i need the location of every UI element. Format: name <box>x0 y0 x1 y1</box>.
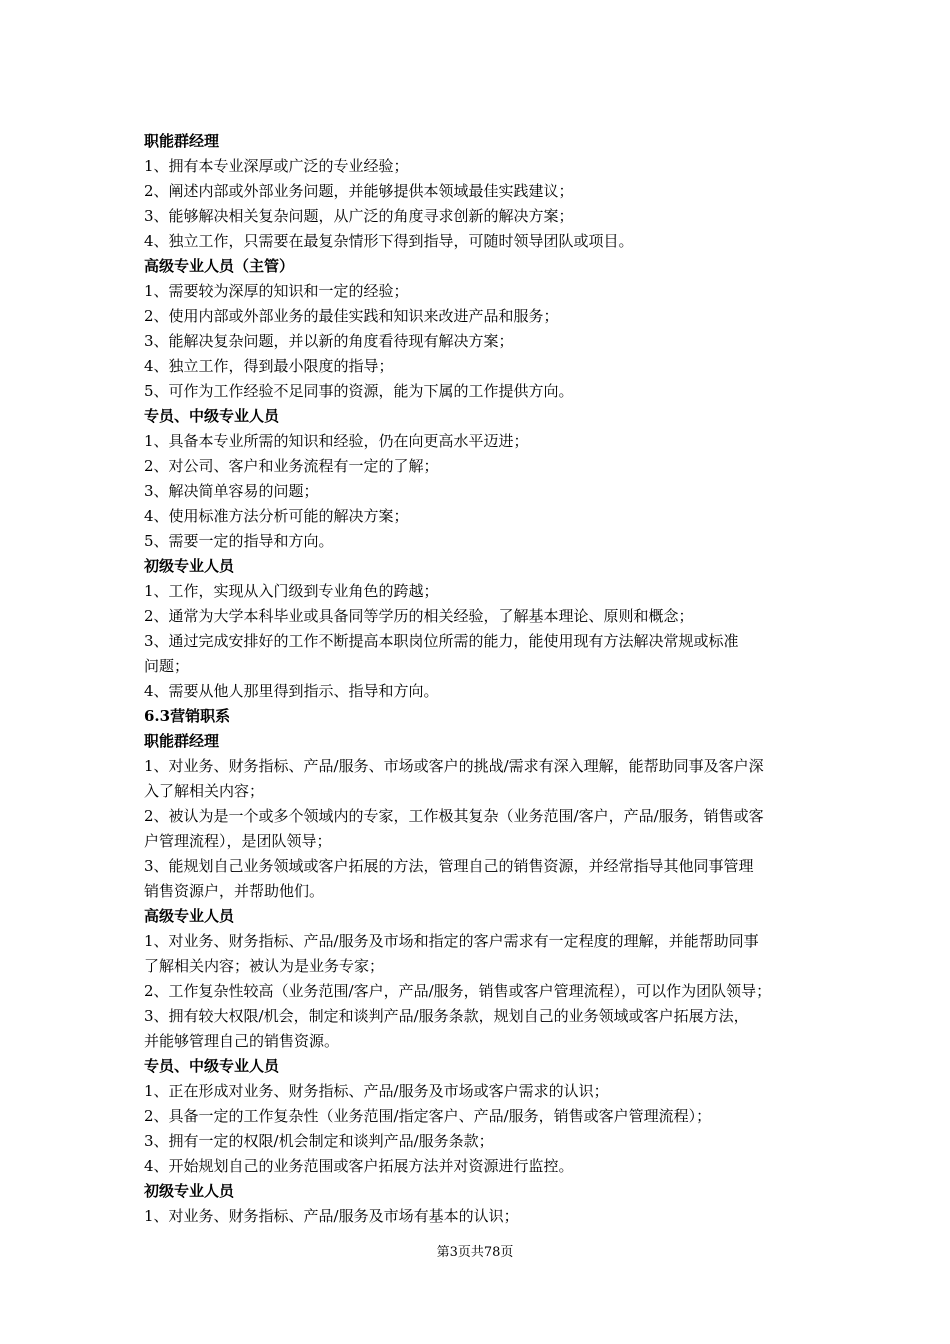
paragraph-line: 入了解相关内容； <box>144 782 265 800</box>
paragraph-line: 2、通常为大学本科毕业或具备同等学历的相关经验，了解基本理论、原则和概念； <box>144 607 694 625</box>
paragraph-line: 2、工作复杂性较高（业务范围/客户，产品/服务，销售或客户管理流程），可以作为团队领导； <box>144 982 772 1000</box>
page-number-label: 第3页共78页 <box>436 1245 514 1260</box>
paragraph-line: 1、工作，实现从入门级到专业角色的跨越； <box>144 582 439 600</box>
paragraph-line: 2、具备一定的工作复杂性（业务范围/指定客户、产品/服务，销售或客户管理流程）； <box>144 1107 712 1125</box>
paragraph-line: 4、使用标准方法分析可能的解决方案； <box>144 507 409 525</box>
paragraph-line: 1、对业务、财务指标、产品/服务及市场有基本的认识； <box>144 1207 519 1225</box>
paragraph-line: 5、可作为工作经验不足同事的资源，能为下属的工作提供方向。 <box>144 382 574 400</box>
paragraph-line: 1、对业务、财务指标、产品/服务、市场或客户的挑战/需求有深入理解，能帮助同事及客户深 <box>144 757 764 775</box>
paragraph-line: 4、独立工作，只需要在最复杂情形下得到指导，可随时领导团队或项目。 <box>144 232 634 250</box>
paragraph-line: 3、通过完成安排好的工作不断提高本职岗位所需的能力，能使用现有方法解决常规或标准 <box>144 632 739 650</box>
document-body <box>144 129 816 1229</box>
section-heading: 6.3营销职系 <box>144 707 231 725</box>
paragraph-line: 3、解决简单容易的问题； <box>144 482 319 500</box>
paragraph-line: 1、具备本专业所需的知识和经验，仍在向更高水平迈进； <box>144 432 529 450</box>
paragraph-line: 问题； <box>144 657 190 675</box>
paragraph-line: 4、开始规划自己的业务范围或客户拓展方法并对资源进行监控。 <box>144 1157 574 1175</box>
paragraph-line: 5、需要一定的指导和方向。 <box>144 532 334 550</box>
paragraph-line: 2、阐述内部或外部业务问题，并能够提供本领域最佳实践建议； <box>144 182 574 200</box>
section-heading: 初级专业人员 <box>144 1182 235 1200</box>
paragraph-line: 3、拥有较大权限/机会，制定和谈判产品/服务条款，规划自己的业务领域或客户拓展方法， <box>144 1007 749 1025</box>
section-heading: 专员、中级专业人员 <box>144 407 280 425</box>
section-heading: 职能群经理 <box>144 732 220 750</box>
paragraph-line: 并能够管理自己的销售资源。 <box>144 1032 340 1050</box>
paragraph-line: 户管理流程），是团队领导； <box>144 832 332 850</box>
page-footer <box>0 1244 950 1262</box>
paragraph-line: 1、正在形成对业务、财务指标、产品/服务及市场或客户需求的认识； <box>144 1082 609 1100</box>
section-heading: 高级专业人员（主管） <box>144 257 295 275</box>
paragraph-line: 1、需要较为深厚的知识和一定的经验； <box>144 282 409 300</box>
paragraph-line: 3、能规划自己业务领域或客户拓展的方法，管理自己的销售资源，并经常指导其他同事管理 <box>144 857 754 875</box>
section-heading: 职能群经理 <box>144 132 220 150</box>
paragraph-line: 了解相关内容；被认为是业务专家； <box>144 957 385 975</box>
section-heading: 高级专业人员 <box>144 907 235 925</box>
paragraph-line: 4、独立工作，得到最小限度的指导； <box>144 357 394 375</box>
paragraph-line: 3、拥有一定的权限/机会制定和谈判产品/服务条款； <box>144 1132 494 1150</box>
section-heading: 专员、中级专业人员 <box>144 1057 280 1075</box>
paragraph-line: 3、能够解决相关复杂问题，从广泛的角度寻求创新的解决方案； <box>144 207 574 225</box>
paragraph-line: 4、需要从他人那里得到指示、指导和方向。 <box>144 682 439 700</box>
paragraph-line: 2、使用内部或外部业务的最佳实践和知识来改进产品和服务； <box>144 307 559 325</box>
paragraph-line: 3、能解决复杂问题，并以新的角度看待现有解决方案； <box>144 332 514 350</box>
section-heading: 初级专业人员 <box>144 557 235 575</box>
paragraph-line: 1、对业务、财务指标、产品/服务及市场和指定的客户需求有一定程度的理解，并能帮助同事 <box>144 932 759 950</box>
paragraph-line: 2、被认为是一个或多个领域内的专家，工作极其复杂（业务范围/客户，产品/服务，销售或客 <box>144 807 764 825</box>
paragraph-line: 1、拥有本专业深厚或广泛的专业经验； <box>144 157 409 175</box>
paragraph-line: 销售资源户，并帮助他们。 <box>144 882 325 900</box>
paragraph-line: 2、对公司、客户和业务流程有一定的了解； <box>144 457 439 475</box>
